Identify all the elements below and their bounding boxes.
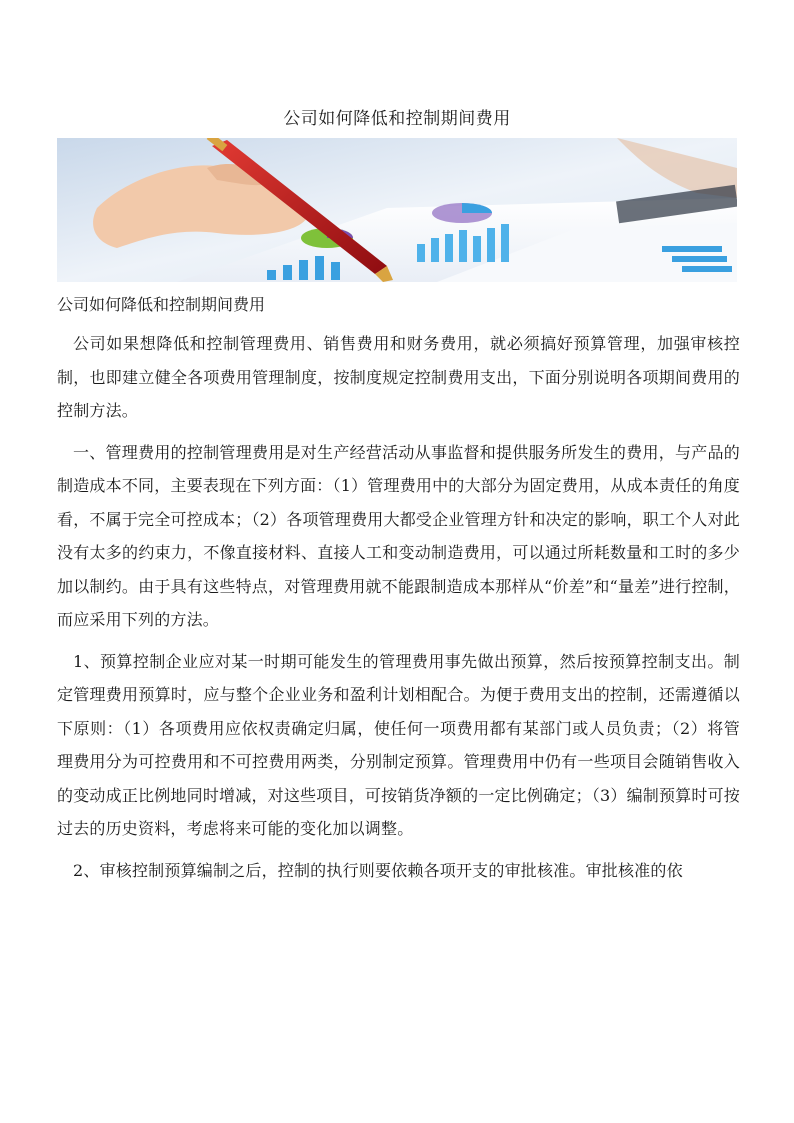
paragraph-admin-expense: 一、管理费用的控制管理费用是对生产经营活动从事监督和提供服务所发生的费用，与产品的制造成本不同，主要表现在下列方面：（1）管理费用中的大部分为固定费用，从成本责任的角度看，不属于完全可控成本；（2）各项管理费用大都受企业管理方针和决定的影响，职工个人对此没有太多的约束力，不像直接材料、直接人工和变动制造费用，可以通过所耗数量和工时的多少加以制约。由于具有这些特点，对管理费用就不能跟制造成本那样从“价差”和“量差”进行控制，而应采用下列的方法。 bbox=[57, 442, 740, 629]
paragraph-audit-control: 2、审核控制预算编制之后，控制的执行则要依赖各项开支的审批核准。审批核准的依 bbox=[73, 860, 683, 880]
section-subtitle: 公司如何降低和控制期间费用 bbox=[57, 295, 266, 314]
finance-chart-pen-hand-illustration bbox=[57, 138, 737, 282]
article-body bbox=[57, 327, 740, 895]
paragraph-budget-control: 1、预算控制企业应对某一时期可能发生的管理费用事先做出预算，然后按预算控制支出。制定管理费用预算时，应与整个企业业务和盈利计划相配合。为便于费用支出的控制，还需遵循以下原则：（1）各项费用应依权责确定归属，使任何一项费用都有某部门或人员负责；（2）将管理费用分为可控费用和不可控费用两类，分别制定预算。管理费用中仍有一些项目会随销售收入的变动成正比例地同时增减，对这些项目，可按销货净额的一定比例确定；（3）编制预算时可按过去的历史资料，考虑将来可能的变化加以调整。 bbox=[57, 651, 740, 838]
page-title: 公司如何降低和控制期间费用 bbox=[283, 109, 511, 129]
banner-image bbox=[57, 138, 737, 282]
paragraph-intro: 公司如果想降低和控制管理费用、销售费用和财务费用，就必须搞好预算管理，加强审核控制，也即建立健全各项费用管理制度，按制度规定控制费用支出，下面分别说明各项期间费用的控制方法。 bbox=[57, 334, 740, 420]
